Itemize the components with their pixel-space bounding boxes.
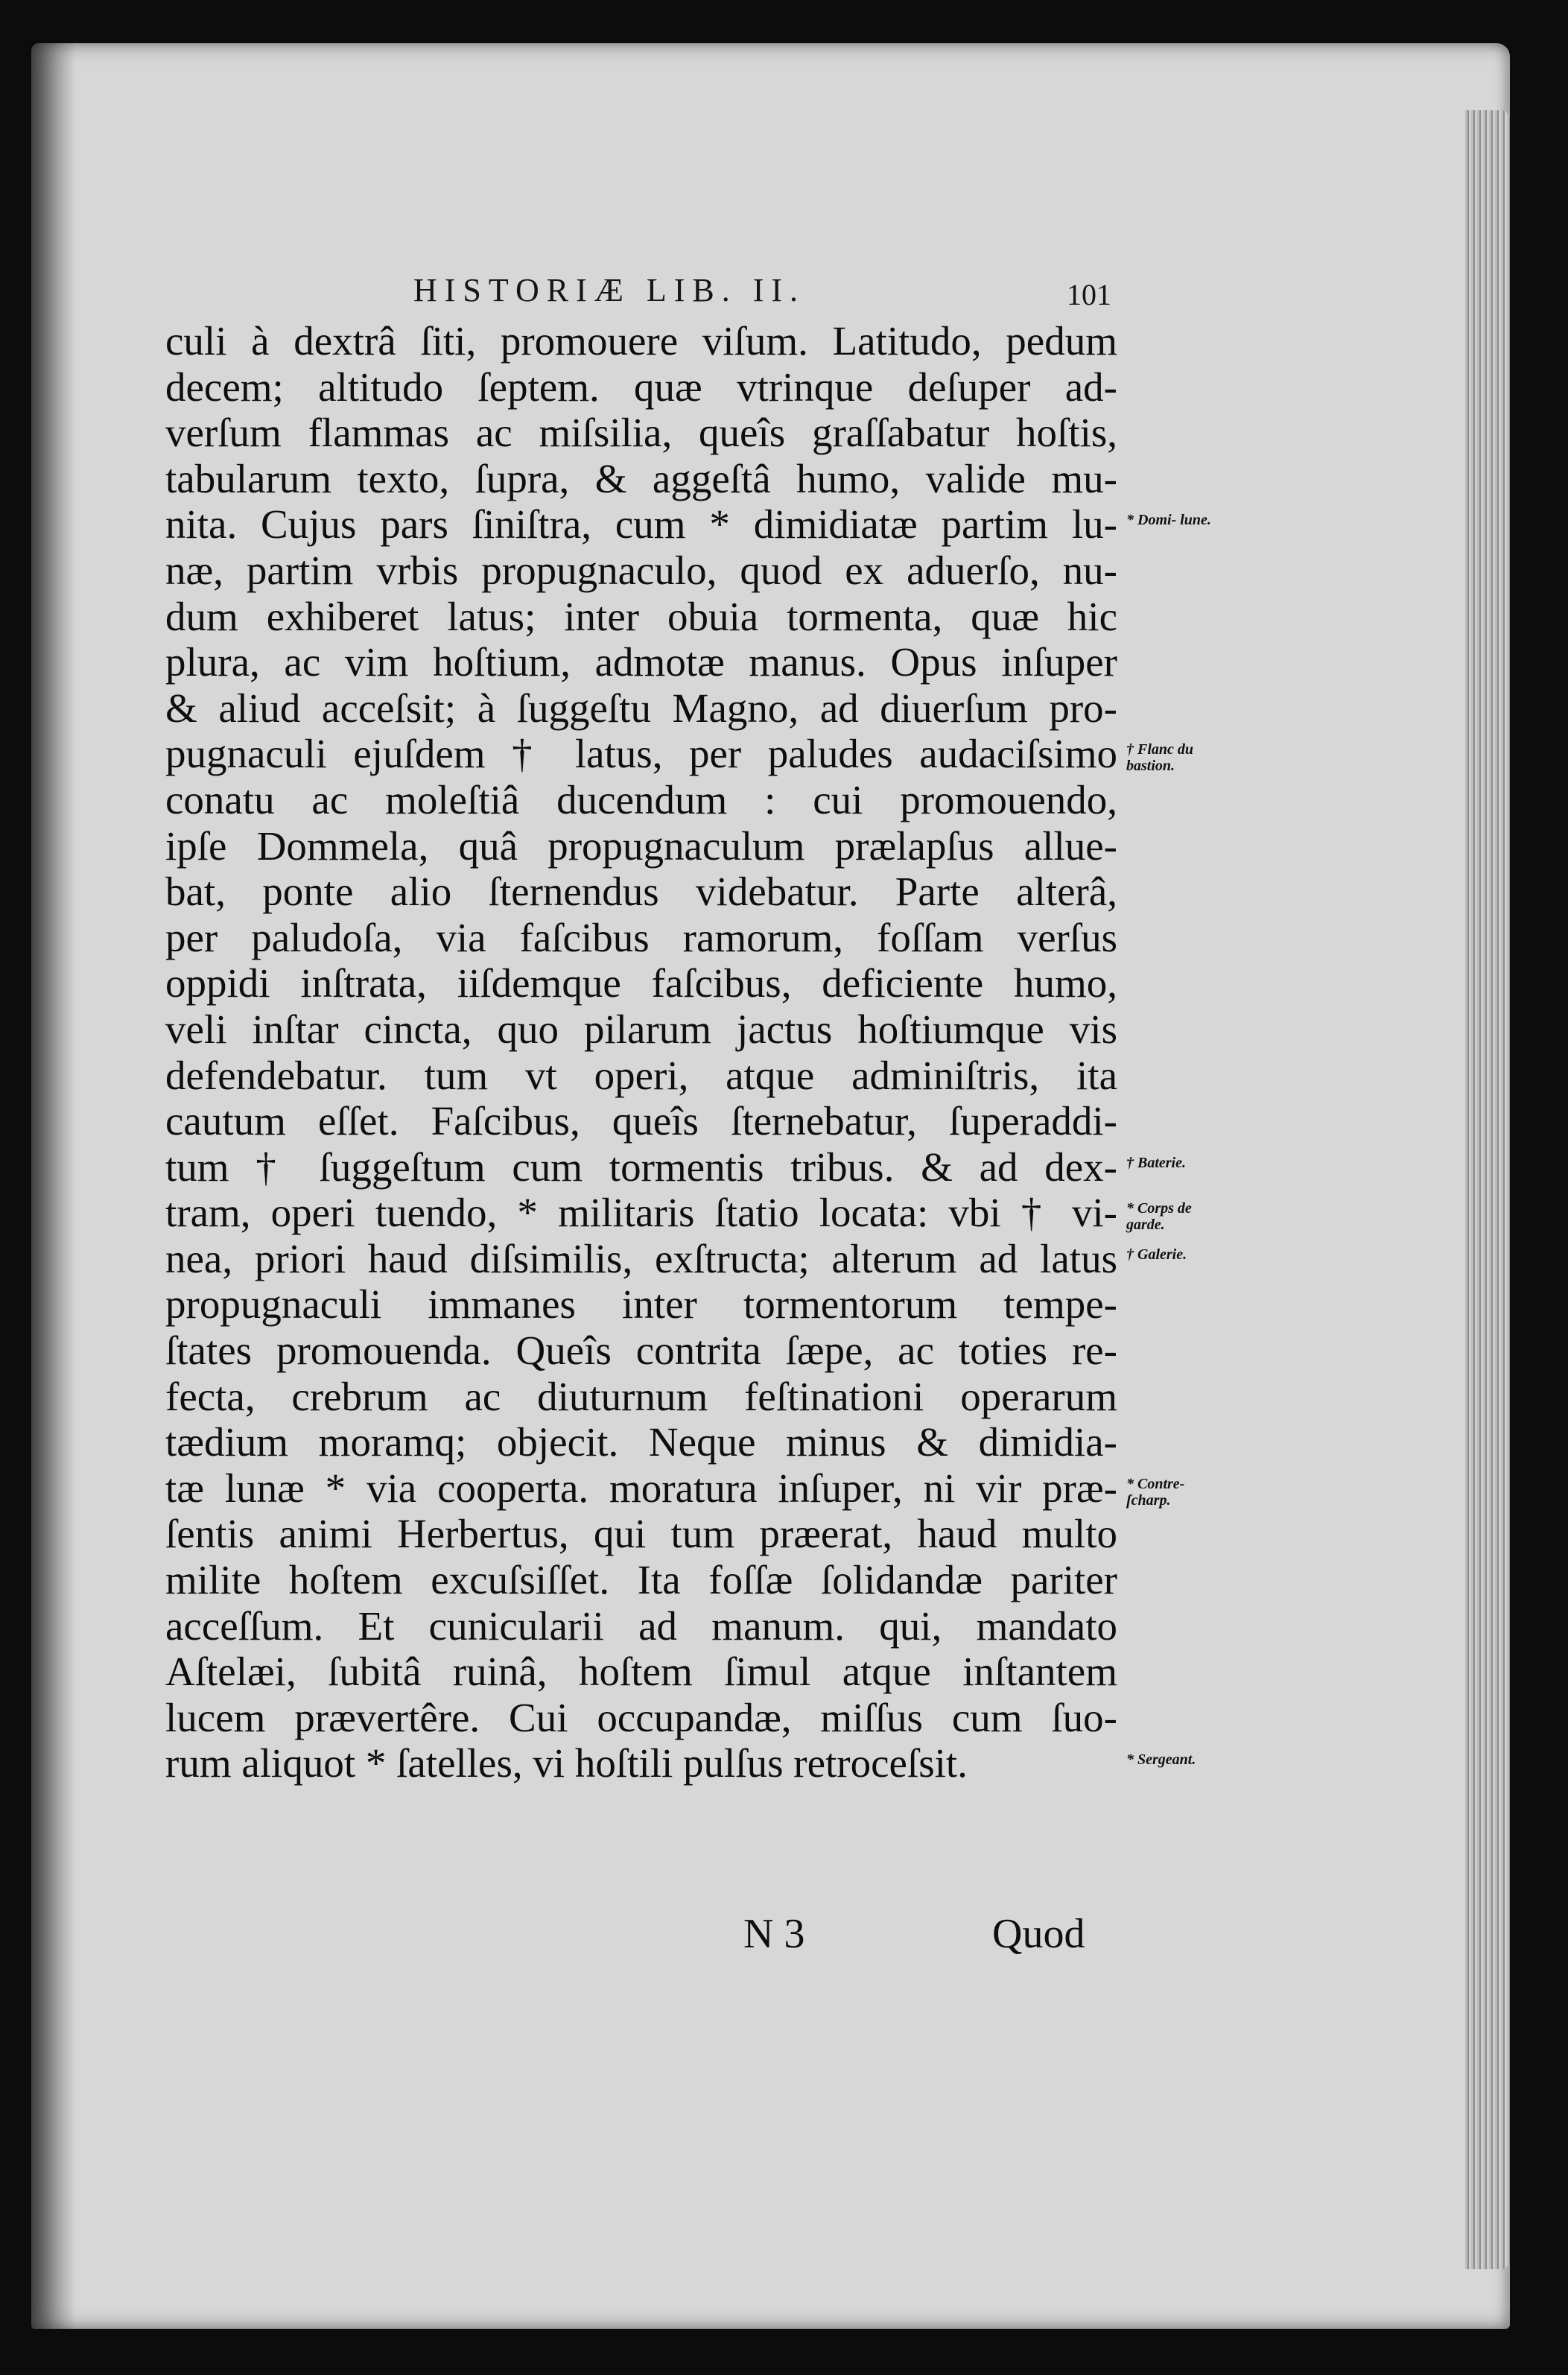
text-line: ſtates promouenda. Queîs contrita ſæpe, ac toties re- xyxy=(165,1328,1117,1374)
text-line: tæ lunæ * via cooperta. moratura inſuper, ni vir præ- xyxy=(165,1465,1117,1511)
running-head-title: HISTORIÆ LIB. II. xyxy=(413,272,806,308)
text-line: defendebatur. tum vt operi, atque adminiſtris, ita xyxy=(165,1052,1117,1098)
margin-note: * Domi- lune. xyxy=(1126,512,1211,529)
text-line: ſentis animi Herbertus, qui tum præerat, haud multo xyxy=(165,1511,1117,1557)
text-line: bat, ponte alio ſternendus videbatur. Parte alterâ, xyxy=(165,869,1117,915)
text-line: tram, operi tuendo, * militaris ſtatio locata: vbi † vi- xyxy=(165,1190,1117,1236)
text-line: oppidi inſtrata, iiſdemque faſcibus, deficiente humo, xyxy=(165,960,1117,1006)
text-line: propugnaculi immanes inter tormentorum tempe- xyxy=(165,1281,1117,1328)
text-line: verſum flammas ac miſsilia, queîs graſſabatur hoſtis, xyxy=(165,410,1117,456)
margin-note: † Flanc du bastion. xyxy=(1126,741,1194,775)
body-text xyxy=(165,318,1117,1786)
margin-note: * Sergeant. xyxy=(1126,1751,1196,1768)
text-line: tum † ſuggeſtum cum tormentis tribus. & ad dex- xyxy=(165,1144,1117,1190)
text-line: Aſtelæi, ſubitâ ruinâ, hoſtem ſimul atque inſtantem xyxy=(165,1649,1117,1695)
text-line: nita. Cujus pars ſiniſtra, cum * dimidiatæ partim lu- xyxy=(165,501,1117,548)
spine-shadow xyxy=(31,43,76,2329)
text-line: pugnaculi ejuſdem † latus, per paludes audaciſsimo xyxy=(165,731,1117,777)
text-line: fecta, crebrum ac diuturnum feſtinationi operarum xyxy=(165,1373,1117,1419)
text-line: cautum eſſet. Faſcibus, queîs ſternebatur, ſuperaddi- xyxy=(165,1098,1117,1144)
text-line: & aliud acceſsit; à ſuggeſtu Magno, ad diuerſum pro- xyxy=(165,685,1117,731)
text-line: tædium moramq; objecit. Neque minus & dimidia- xyxy=(165,1419,1117,1465)
text-line: lucem prævertêre. Cui occupandæ, miſſus cum ſuo- xyxy=(165,1694,1117,1740)
text-line: per paludoſa, via faſcibus ramorum, foſſam verſus xyxy=(165,914,1117,960)
margin-note: * Contre- ſcharp. xyxy=(1126,1476,1185,1509)
text-line: conatu ac moleſtiâ ducendum : cui promouendo, xyxy=(165,776,1117,822)
text-line: rum aliquot * ſatelles, vi hoſtili pulſus retroceſsit. xyxy=(165,1740,968,1786)
text-line: acceſſum. Et cunicularii ad manum. qui, mandato xyxy=(165,1602,1117,1649)
text-line: tabularum texto, ſupra, & aggeſtâ humo, valide mu- xyxy=(165,455,1117,501)
margin-note: * Corps de garde. xyxy=(1126,1200,1192,1234)
text-line: nea, priori haud diſsimilis, exſtructa; alterum ad latus xyxy=(165,1235,1117,1281)
text-line: dum exhiberet latus; inter obuia tormenta, quæ hic xyxy=(165,593,1117,639)
text-line: næ, partim vrbis propugnaculo, quod ex aduerſo, nu- xyxy=(165,547,1117,593)
text-line: veli inſtar cincta, quo pilarum jactus hoſtiumque vis xyxy=(165,1006,1117,1052)
text-line: culi à dextrâ ſiti, promouere viſum. Latitudo, pedum xyxy=(165,318,1117,364)
text-line: ipſe Dommela, quâ propugnaculum prælapſus allue- xyxy=(165,822,1117,869)
page-number: 101 xyxy=(1067,278,1111,311)
text-line: plura, ac vim hoſtium, admotæ manus. Opus inſuper xyxy=(165,639,1117,685)
text-line: milite hoſtem excuſsiſſet. Ita foſſæ ſolidandæ pariter xyxy=(165,1557,1117,1603)
catchword: Quod xyxy=(992,1911,1085,1957)
margin-note: † Baterie. xyxy=(1126,1154,1186,1171)
page-edge xyxy=(1465,110,1510,2269)
text-line: decem; altitudo ſeptem. quæ vtrinque deſuper ad- xyxy=(165,364,1117,410)
signature-mark: N 3 xyxy=(743,1911,805,1957)
margin-note: † Galerie. xyxy=(1126,1246,1187,1263)
running-head xyxy=(0,268,1568,313)
